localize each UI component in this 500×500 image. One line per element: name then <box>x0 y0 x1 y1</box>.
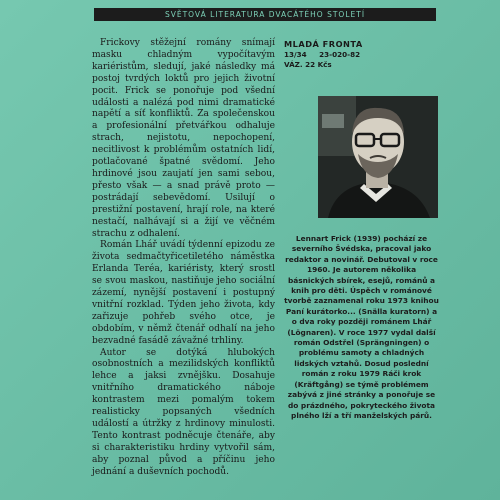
publication-info <box>284 39 366 69</box>
author-biography: Lennart Frick (1939) pochází ze severního Švédska, pracoval jako redaktor a novinář. Debutoval v roce 1960. Je autorem několika básnických sbírek, esejů, románů a knih pro děti. Úspěch v románové tvorbě zaznamenal roku 1973 knihou Paní kurátorko... (Snälla kuratorn) a o dva roky později románem Lhář (Lögnaren). V roce 1977 vydal další román Odstřel (Sprängningen) o problému samoty a chladných lidských vztahů. Dosud poslední román z roku 1979 Ráči krok (Kräftgång) se týmě problémem zabývá z jiné stránky a ponořuje se do prázdného, pokryteckého života plného lží a tří manželských párů. <box>284 234 439 420</box>
series-banner <box>94 8 436 21</box>
blurb-paragraph: Autor se dotýká hlubokých osobnostních a mezilidských konfliktů lehce a jaksi zvnějšku. Dosahuje vnitřního dramatického náboje kontrastem mezi pomalým tokem realisticky popsaných všedních událostí a útržky z hrdinovy minulosti. Tento kontrast podněcuje čtenáře, aby si charakteristiku hrdiny vytvořil sám, aby poznal původ a příčinu jeho jednání a duševních pochodů. <box>92 347 275 477</box>
blurb-column <box>92 38 275 479</box>
catalog-code: 13/34 23-020-82 <box>284 50 361 59</box>
author-portrait-graphic <box>318 96 438 218</box>
blurb-paragraph: Román Lhář uvádí týdenní epizodu ze života sedmačtyřicetiletého náměstka Erlanda Teréa, kariéristy, který srostl se svou maskou, nastiňuje jeho sociální zázemí, nynější postavení i postupný vnitřní rozklad. Týden jeho života, kdy zařizuje pohřeb svého otce, je obdobím, v němž čtenář odhalí na jeho bezvadné fasádě závažné trhliny. <box>92 240 275 346</box>
author-photo <box>318 96 438 218</box>
blurb-paragraph: Frickovy stěžejní romány snímají masku chladným vypočítavým kariéristům, sledují, jaké následky má postoj tvrdých loktů pro jejich životní pocit. Frick se ponořuje pod všední události a nalézá pod nimi dramatické napětí a síť konfliktů. Za společenskou a profesionální přetvářkou odhaluje strach, nejistotu, nepochopení, necitlivost k problémům ostatních lidí, potlačované špatné svědomí. Jeho hrdinové jsou zaujatí jen sami sebou, přesto však — a snad právě proto — postrádají sebevědomí. Usilují o prestižní postavení, hrají role, na které nestačí, nalhávají si a žijí ve věčném strachu z odhalení. <box>92 38 275 239</box>
price-label: VÁZ. 22 Kčs <box>284 59 332 69</box>
publisher-name: MLADÁ FRONTA <box>284 39 363 49</box>
series-title: SVĚTOVÁ LITERATURA DVACÁTÉHO STOLETÍ <box>164 10 366 19</box>
